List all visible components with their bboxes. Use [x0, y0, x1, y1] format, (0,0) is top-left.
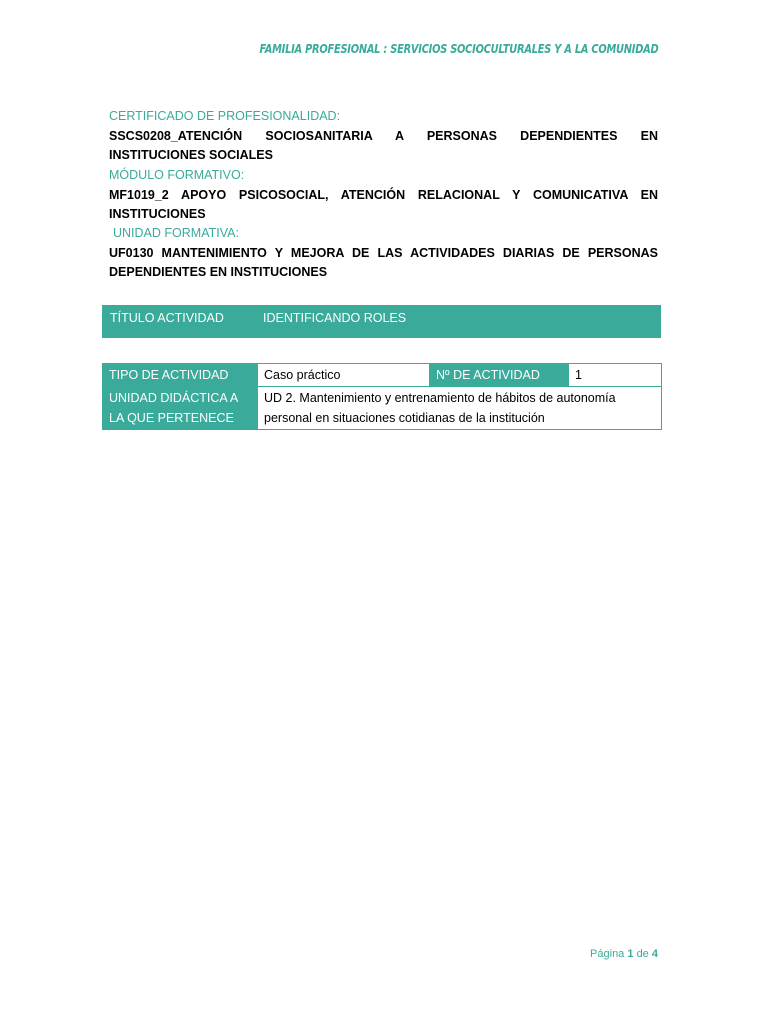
page-total: 4 — [651, 948, 658, 960]
page-word: Página — [590, 948, 625, 960]
tipo-actividad-value: Caso práctico — [258, 364, 430, 387]
unidad-didactica-value: UD 2. Mantenimiento y entrenamiento de hábitos de autonomía personal en situaciones cotidianas de la institución — [258, 387, 662, 430]
titulo-actividad-label: TÍTULO ACTIVIDAD — [110, 311, 224, 325]
page-number — [590, 948, 658, 960]
unidad-didactica-label: UNIDAD DIDÁCTICA A LA QUE PERTENECE — [103, 387, 258, 430]
tipo-actividad-label: TIPO DE ACTIVIDAD — [103, 364, 258, 387]
page-current: 1 — [627, 948, 634, 960]
num-actividad-label: Nº DE ACTIVIDAD — [430, 364, 569, 387]
page-of: de — [636, 948, 649, 960]
unidad-formativa-label: UNIDAD FORMATIVA: — [113, 226, 239, 240]
certificado-section — [109, 107, 658, 166]
table-row — [103, 364, 662, 387]
modulo-section — [109, 166, 658, 225]
num-actividad-value: 1 — [569, 364, 662, 387]
unidad-formativa-value: UF0130 MANTENIMIENTO Y MEJORA DE LAS ACTIVIDADES DIARIAS DE PERSONAS DEPENDIENTES EN INSTITUCIONES — [109, 245, 658, 279]
certificado-label: CERTIFICADO DE PROFESIONALIDAD: — [109, 109, 341, 123]
activity-info-table — [102, 363, 662, 430]
modulo-label: MÓDULO FORMATIVO: — [109, 168, 245, 182]
page-header: FAMILIA PROFESIONAL : SERVICIOS SOCIOCULTURALES Y A LA COMUNIDAD — [259, 42, 658, 56]
modulo-value: MF1019_2 APOYO PSICOSOCIAL, ATENCIÓN RELACIONAL Y COMUNICATIVA EN INSTITUCIONES — [109, 187, 658, 221]
titulo-actividad-bar — [102, 305, 661, 338]
table-row — [103, 387, 662, 430]
unidad-formativa-section — [109, 224, 658, 283]
certificado-value: SSCS0208_ATENCIÓN SOCIOSANITARIA A PERSONAS DEPENDIENTES EN INSTITUCIONES SOCIALES — [109, 128, 658, 162]
titulo-actividad-value: IDENTIFICANDO ROLES — [263, 311, 407, 325]
